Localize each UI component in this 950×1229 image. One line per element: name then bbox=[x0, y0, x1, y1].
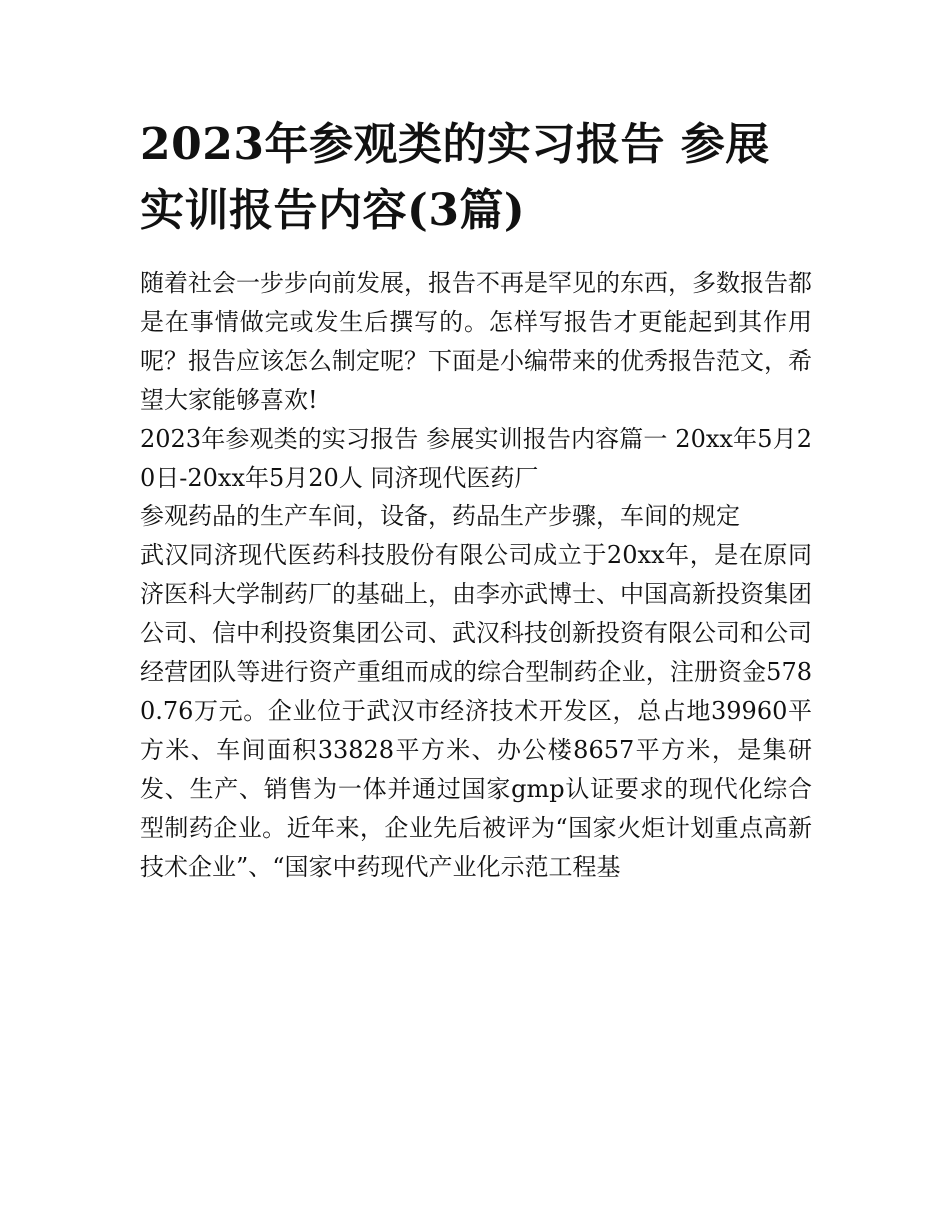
document-title: 2023年参观类的实习报告 参展实训报告内容(3篇) bbox=[140, 119, 770, 236]
visit-content-paragraph: 参观药品的生产车间，设备，药品生产步骤，车间的规定 bbox=[140, 502, 740, 531]
document-page bbox=[140, 112, 812, 887]
company-intro-paragraph: 武汉同济现代医药科技股份有限公司成立于20xx年，是在原同济医科大学制药厂的基础上，由李亦武博士、中国高新投资集团公司、信中利投资集团公司、武汉科技创新投资有限公司和公司经营团队等进行资产重组而成的综合型制药企业，注册资金5780.76万元。企业位于武汉市经济技术开发区，总占地39960平方米、车间面积33828平方米、办公楼8657平方米，是集研发、生产、销售为一体并通过国家gmp认证要求的现代化综合型制药企业。近年来，企业先后被评为“国家火炬计划重点高新技术企业”、“国家中药现代产业化示范工程基 bbox=[140, 541, 812, 881]
document-body bbox=[140, 264, 812, 887]
intro-paragraph: 随着社会一步步向前发展，报告不再是罕见的东西，多数报告都是在事情做完或发生后撰写的。怎样写报告才更能起到其作用呢？报告应该怎么制定呢？下面是小编带来的优秀报告范文，希望大家能够喜欢! bbox=[140, 269, 812, 414]
section-heading-paragraph: 2023年参观类的实习报告 参展实训报告内容篇一 20xx年5月20日-20xx年5月20人 同济现代医药厂 bbox=[140, 424, 812, 492]
